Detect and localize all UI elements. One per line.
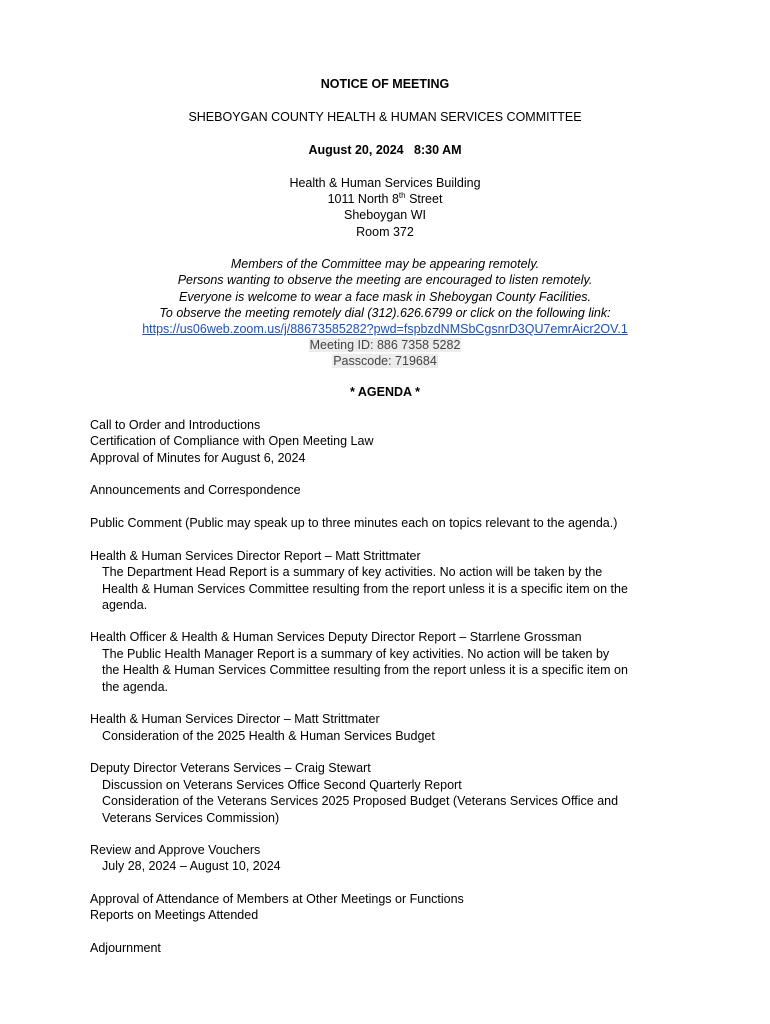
agenda-health-officer-desc-2: the Health & Human Services Committee resulting from the report unless it is a specific item on [102,663,628,677]
street-number: 1011 North 8 [327,192,399,206]
room-number: Room 372 [356,225,414,239]
agenda-health-officer-title: Health Officer & Health & Human Services Deputy Director Report – Starrlene Grossman [90,630,582,644]
agenda-veterans-item-2b: Veterans Services Commission) [102,811,280,825]
meeting-id-row [0,337,770,353]
agenda-announcements: Announcements and Correspondence [90,483,301,497]
agenda-veterans-item-1: Discussion on Veterans Services Office Second Quarterly Report [102,778,462,792]
agenda-veterans-title: Deputy Director Veterans Services – Craig Stewart [90,761,371,775]
agenda-vouchers-title: Review and Approve Vouchers [90,843,261,857]
street-ordinal: th [398,190,406,200]
agenda-health-officer-desc-1: The Public Health Manager Report is a summary of key activities. No action will be taken by [102,647,610,661]
building-name: Health & Human Services Building [289,176,481,190]
committee-name: SHEBOYGAN COUNTY HEALTH & HUMAN SERVICES COMMITTEE [188,110,582,124]
notice-title: NOTICE OF MEETING [320,77,450,91]
agenda-certification: Certification of Compliance with Open Meeting Law [90,434,374,448]
agenda-reports-meetings: Reports on Meetings Attended [90,908,259,922]
city: Sheboygan WI [344,208,426,222]
agenda-attendance: Approval of Attendance of Members at Other Meetings or Functions [90,892,464,906]
meeting-id: Meeting ID: 886 7358 5282 [309,338,461,352]
agenda-vouchers-range: July 28, 2024 – August 10, 2024 [102,859,281,873]
agenda-heading: * AGENDA * [350,385,420,399]
agenda-call-to-order: Call to Order and Introductions [90,418,261,432]
meeting-datetime: August 20, 2024 8:30 AM [308,143,462,157]
agenda-director-budget-title: Health & Human Services Director – Matt Strittmater [90,712,380,726]
agenda-adjournment: Adjournment [90,941,161,955]
agenda-approval-minutes: Approval of Minutes for August 6, 2024 [90,451,306,465]
zoom-link-row [0,321,770,337]
remote-notice-line-4: To observe the meeting remotely dial (312).626.6799 or click on the following link: [159,306,611,320]
remote-notice-line-3: Everyone is welcome to wear a face mask in Sheboygan County Facilities. [179,290,591,304]
agenda-director-report-title: Health & Human Services Director Report – Matt Strittmater [90,549,421,563]
agenda-director-report-desc-2: Health & Human Services Committee resulting from the report unless it is a specific item on the [102,582,628,596]
agenda-director-report-desc-3: agenda. [102,598,148,612]
agenda-director-report-desc-1: The Department Head Report is a summary of key activities. No action will be taken by the [102,565,603,579]
agenda-health-officer-desc-3: the agenda. [102,680,169,694]
remote-notice-line-1: Members of the Committee may be appearing remotely. [230,257,540,271]
remote-notice-line-2: Persons wanting to observe the meeting are encouraged to listen remotely. [177,273,593,287]
street-suffix: Street [405,192,443,206]
agenda-veterans-item-2a: Consideration of the Veterans Services 2025 Proposed Budget (Veterans Services Office and [102,794,619,808]
agenda-director-budget-item: Consideration of the 2025 Health & Human Services Budget [102,729,435,743]
street-address [0,191,770,207]
agenda-public-comment: Public Comment (Public may speak up to three minutes each on topics relevant to the agenda.) [90,516,618,530]
passcode: Passcode: 719684 [333,354,437,368]
zoom-link[interactable]: https://us06web.zoom.us/j/88673585282?pwd=fspbzdNMSbCgsnrD3QU7emrAicr2OV.1 [142,322,628,336]
passcode-row [0,353,770,369]
